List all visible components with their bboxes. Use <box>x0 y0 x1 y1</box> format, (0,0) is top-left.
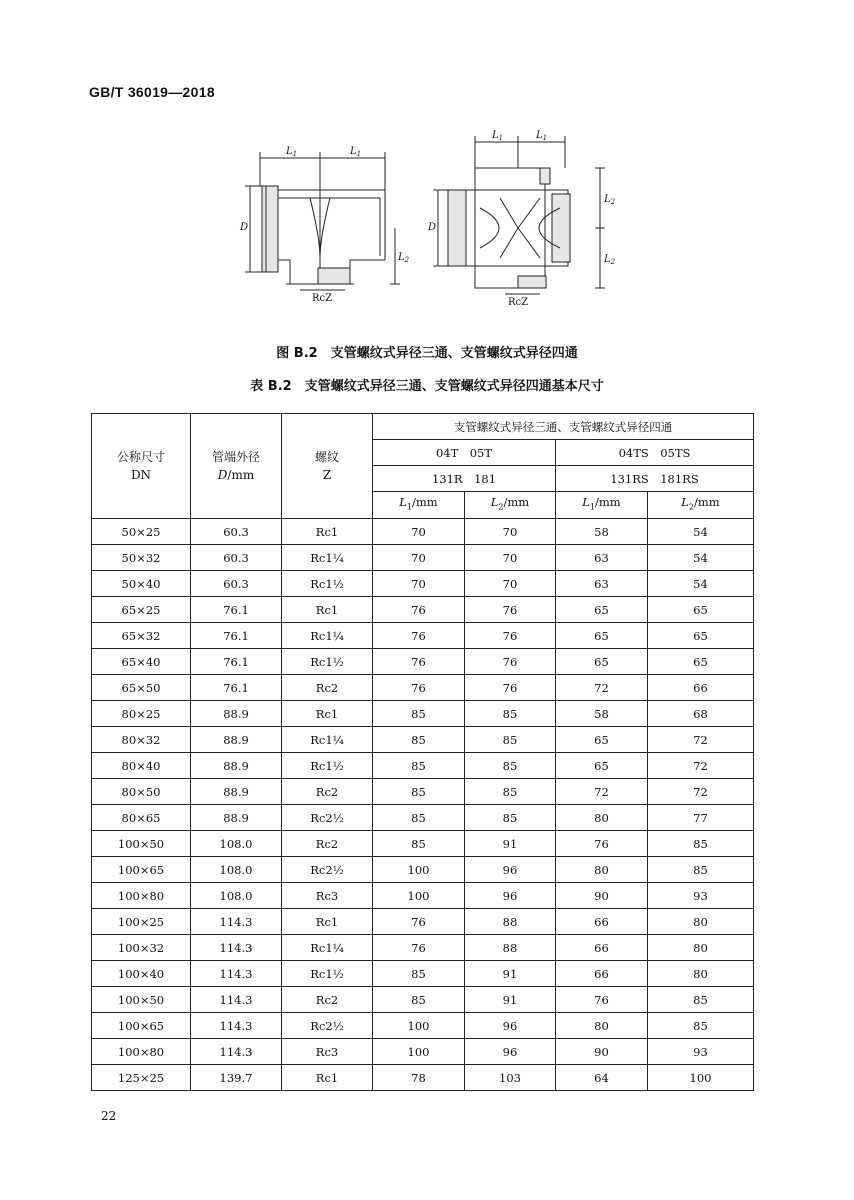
table-cell: 76.1 <box>191 675 282 701</box>
table-cell: 72 <box>556 675 648 701</box>
table-cell: 70 <box>465 519 556 545</box>
table-cell: 108.0 <box>191 857 282 883</box>
table-cell: 100×65 <box>92 1013 191 1039</box>
cross-drawing <box>433 136 605 294</box>
table-cell: 100 <box>373 883 465 909</box>
table-cell: 85 <box>465 753 556 779</box>
table-cell: 50×40 <box>92 571 191 597</box>
table-cell: Rc1½ <box>282 571 373 597</box>
table-row <box>92 571 754 597</box>
table-cell: 70 <box>373 519 465 545</box>
table-cell: 108.0 <box>191 883 282 909</box>
table-cell: 76 <box>465 675 556 701</box>
table-cell: 54 <box>648 519 754 545</box>
table-row <box>92 649 754 675</box>
table-cell: Rc2 <box>282 779 373 805</box>
table-cell: Rc1¼ <box>282 727 373 753</box>
table-cell: 80 <box>556 1013 648 1039</box>
table-cell: 90 <box>556 1039 648 1065</box>
table-cell: 70 <box>465 545 556 571</box>
table-cell: 65 <box>648 597 754 623</box>
table-cell: 65×40 <box>92 649 191 675</box>
table-cell: 108.0 <box>191 831 282 857</box>
table-cell: 64 <box>556 1065 648 1091</box>
table-row <box>92 519 754 545</box>
table-cell: 91 <box>465 831 556 857</box>
table-cell: 50×25 <box>92 519 191 545</box>
figure-caption: 图 B.2 支管螺纹式异径三通、支管螺纹式异径四通 <box>276 346 578 361</box>
table-cell: 88.9 <box>191 779 282 805</box>
table-row <box>92 1065 754 1091</box>
table-cell: 85 <box>465 701 556 727</box>
col-nominal-size: 公称尺寸 DN <box>92 414 191 519</box>
table-cell: 65 <box>556 623 648 649</box>
table-row <box>92 623 754 649</box>
table-cell: 100×50 <box>92 987 191 1013</box>
table-cell: 96 <box>465 857 556 883</box>
table-cell: Rc1½ <box>282 649 373 675</box>
table-cell: 76 <box>465 597 556 623</box>
table-cell: 93 <box>648 883 754 909</box>
table-cell: 100×32 <box>92 935 191 961</box>
table-cell: 80 <box>648 935 754 961</box>
table-cell: 85 <box>373 805 465 831</box>
table-cell: 80×65 <box>92 805 191 831</box>
table-row <box>92 1013 754 1039</box>
table-cell: 85 <box>465 779 556 805</box>
table-cell: 76 <box>373 909 465 935</box>
table-cell: 72 <box>556 779 648 805</box>
group1-code-line1: 04T 05T <box>373 440 556 466</box>
table-cell: 76 <box>465 623 556 649</box>
table-cell: 85 <box>465 727 556 753</box>
table-cell: 114.3 <box>191 909 282 935</box>
table-cell: 85 <box>373 831 465 857</box>
table-cell: 65 <box>556 753 648 779</box>
table-cell: 88 <box>465 909 556 935</box>
table-cell: Rc2½ <box>282 857 373 883</box>
table-cell: 90 <box>556 883 648 909</box>
table-row <box>92 909 754 935</box>
table-cell: Rc2 <box>282 831 373 857</box>
table-cell: 80×32 <box>92 727 191 753</box>
table-row <box>92 597 754 623</box>
table-cell: 76 <box>373 597 465 623</box>
table-cell: 72 <box>648 753 754 779</box>
group-header: 支管螺纹式异径三通、支管螺纹式异径四通 <box>373 414 754 440</box>
table-cell: 85 <box>648 1013 754 1039</box>
col-g1-l1: $L_1/mm$ <box>373 492 465 519</box>
table-cell: 78 <box>373 1065 465 1091</box>
table-cell: 65×25 <box>92 597 191 623</box>
table-cell: Rc1 <box>282 701 373 727</box>
table-row <box>92 857 754 883</box>
table-cell: 60.3 <box>191 519 282 545</box>
table-cell: 96 <box>465 883 556 909</box>
table-cell: Rc1½ <box>282 961 373 987</box>
table-cell: 88.9 <box>191 727 282 753</box>
group2-code-line2: 131RS 181RS <box>556 466 754 492</box>
table-cell: 65 <box>556 649 648 675</box>
table-caption: 表 B.2 支管螺纹式异径三通、支管螺纹式异径四通基本尺寸 <box>250 379 604 394</box>
table-cell: 100×40 <box>92 961 191 987</box>
table-cell: 85 <box>373 987 465 1013</box>
table-cell: 65 <box>648 623 754 649</box>
table-cell: 114.3 <box>191 961 282 987</box>
group2-code-line1: 04TS 05TS <box>556 440 754 466</box>
cross-l2-bottom-label: $L_2$ <box>604 254 616 266</box>
table-cell: Rc1 <box>282 597 373 623</box>
table-cell: 70 <box>373 545 465 571</box>
table-cell: Rc1¼ <box>282 623 373 649</box>
col-g2-l1: $L_1/mm$ <box>556 492 648 519</box>
tee-drawing <box>245 152 400 290</box>
table-cell: 60.3 <box>191 571 282 597</box>
table-cell: 100×25 <box>92 909 191 935</box>
table-cell: 65 <box>648 649 754 675</box>
table-cell: 76 <box>373 649 465 675</box>
table-cell: Rc2 <box>282 987 373 1013</box>
table-cell: Rc1¼ <box>282 935 373 961</box>
table-cell: 88 <box>465 935 556 961</box>
table-cell: Rc1 <box>282 519 373 545</box>
table-row <box>92 675 754 701</box>
table-cell: 76 <box>556 987 648 1013</box>
table-row <box>92 753 754 779</box>
table-cell: 139.7 <box>191 1065 282 1091</box>
table-cell: 88.9 <box>191 805 282 831</box>
table-row <box>92 727 754 753</box>
table-cell: 88.9 <box>191 753 282 779</box>
table-cell: 80×40 <box>92 753 191 779</box>
table-cell: 85 <box>648 987 754 1013</box>
table-cell: 76.1 <box>191 649 282 675</box>
table-cell: 114.3 <box>191 935 282 961</box>
table-cell: 100×80 <box>92 1039 191 1065</box>
table-cell: 77 <box>648 805 754 831</box>
table-cell: 66 <box>556 935 648 961</box>
table-cell: 85 <box>373 727 465 753</box>
table-cell: Rc2 <box>282 675 373 701</box>
table-cell: 80 <box>648 961 754 987</box>
table-cell: 76 <box>373 675 465 701</box>
tee-l1-left-label: $L_1$ <box>286 146 298 158</box>
table-cell: 114.3 <box>191 987 282 1013</box>
tee-rcz-label: RcZ <box>312 293 333 304</box>
table-cell: 76 <box>465 649 556 675</box>
table-cell: 54 <box>648 545 754 571</box>
table-row <box>92 987 754 1013</box>
table-cell: 93 <box>648 1039 754 1065</box>
table-cell: 85 <box>373 701 465 727</box>
table-cell: 50×32 <box>92 545 191 571</box>
cross-l1-right-label: $L_1$ <box>536 130 548 142</box>
table-cell: Rc2½ <box>282 1013 373 1039</box>
table-row <box>92 883 754 909</box>
table-cell: 85 <box>373 961 465 987</box>
table-cell: 88.9 <box>191 701 282 727</box>
table-cell: 80 <box>648 909 754 935</box>
table-cell: 100×65 <box>92 857 191 883</box>
table-cell: 100×50 <box>92 831 191 857</box>
table-cell: Rc1¼ <box>282 545 373 571</box>
table-cell: 68 <box>648 701 754 727</box>
table-cell: 100 <box>373 1039 465 1065</box>
table-row <box>92 935 754 961</box>
table-cell: 100 <box>373 1013 465 1039</box>
table-cell: 65 <box>556 727 648 753</box>
table-cell: 72 <box>648 727 754 753</box>
table-cell: 70 <box>373 571 465 597</box>
col-g1-l2: $L_2/mm$ <box>465 492 556 519</box>
table-cell: 80×25 <box>92 701 191 727</box>
table-cell: 76 <box>373 623 465 649</box>
table-cell: 60.3 <box>191 545 282 571</box>
table-cell: 58 <box>556 701 648 727</box>
table-cell: 70 <box>465 571 556 597</box>
fitting-drawings <box>200 128 640 318</box>
table-cell: 96 <box>465 1039 556 1065</box>
table-cell: Rc1 <box>282 909 373 935</box>
table-cell: 66 <box>556 961 648 987</box>
table-row <box>92 831 754 857</box>
table-cell: 63 <box>556 545 648 571</box>
table-cell: 85 <box>373 753 465 779</box>
table-cell: 63 <box>556 571 648 597</box>
table-cell: 72 <box>648 779 754 805</box>
table-cell: 66 <box>648 675 754 701</box>
group1-code-line2: 131R 181 <box>373 466 556 492</box>
table-row <box>92 779 754 805</box>
table-cell: 85 <box>648 857 754 883</box>
cross-l1-left-label: $L_1$ <box>492 130 504 142</box>
table-cell: 100 <box>373 857 465 883</box>
table-body <box>92 519 754 1091</box>
table-cell: 91 <box>465 987 556 1013</box>
table-cell: 76.1 <box>191 597 282 623</box>
table-cell: 114.3 <box>191 1039 282 1065</box>
cross-l2-top-label: $L_2$ <box>604 194 616 206</box>
table-cell: Rc1½ <box>282 753 373 779</box>
standard-code: GB/T 36019—2018 <box>89 84 215 100</box>
tee-l2-label: $L_2$ <box>398 252 410 264</box>
col-thread: 螺纹 Z <box>282 414 373 519</box>
table-cell: 100 <box>648 1065 754 1091</box>
table-cell: 66 <box>556 909 648 935</box>
table-cell: Rc2½ <box>282 805 373 831</box>
table-cell: 80 <box>556 805 648 831</box>
table-row <box>92 701 754 727</box>
col-outer-diameter: 管端外径 D/mm <box>191 414 282 519</box>
table-cell: 85 <box>465 805 556 831</box>
table-cell: 96 <box>465 1013 556 1039</box>
table-row <box>92 1039 754 1065</box>
table-cell: 65 <box>556 597 648 623</box>
table-cell: 91 <box>465 961 556 987</box>
col-g2-l2: $L_2/mm$ <box>648 492 754 519</box>
table-cell: 76 <box>373 935 465 961</box>
cross-d-label: D <box>428 222 437 233</box>
table-cell: 80×50 <box>92 779 191 805</box>
table-cell: 85 <box>648 831 754 857</box>
table-cell: 85 <box>373 779 465 805</box>
table-cell: 125×25 <box>92 1065 191 1091</box>
table-cell: 76 <box>556 831 648 857</box>
table-cell: Rc3 <box>282 1039 373 1065</box>
dimensions-table <box>91 413 754 1091</box>
tee-l1-right-label: $L_1$ <box>350 146 362 158</box>
table-cell: 80 <box>556 857 648 883</box>
table-cell: 65×32 <box>92 623 191 649</box>
table-cell: 103 <box>465 1065 556 1091</box>
table-cell: 76.1 <box>191 623 282 649</box>
table-cell: 100×80 <box>92 883 191 909</box>
table-cell: 65×50 <box>92 675 191 701</box>
table-row <box>92 961 754 987</box>
table-cell: 114.3 <box>191 1013 282 1039</box>
table-cell: Rc3 <box>282 883 373 909</box>
table-cell: Rc1 <box>282 1065 373 1091</box>
page-number: 22 <box>101 1109 117 1123</box>
cross-rcz-label: RcZ <box>508 297 529 308</box>
table-cell: 58 <box>556 519 648 545</box>
table-row <box>92 805 754 831</box>
table-row <box>92 545 754 571</box>
table-cell: 54 <box>648 571 754 597</box>
tee-d-label: D <box>240 222 249 233</box>
